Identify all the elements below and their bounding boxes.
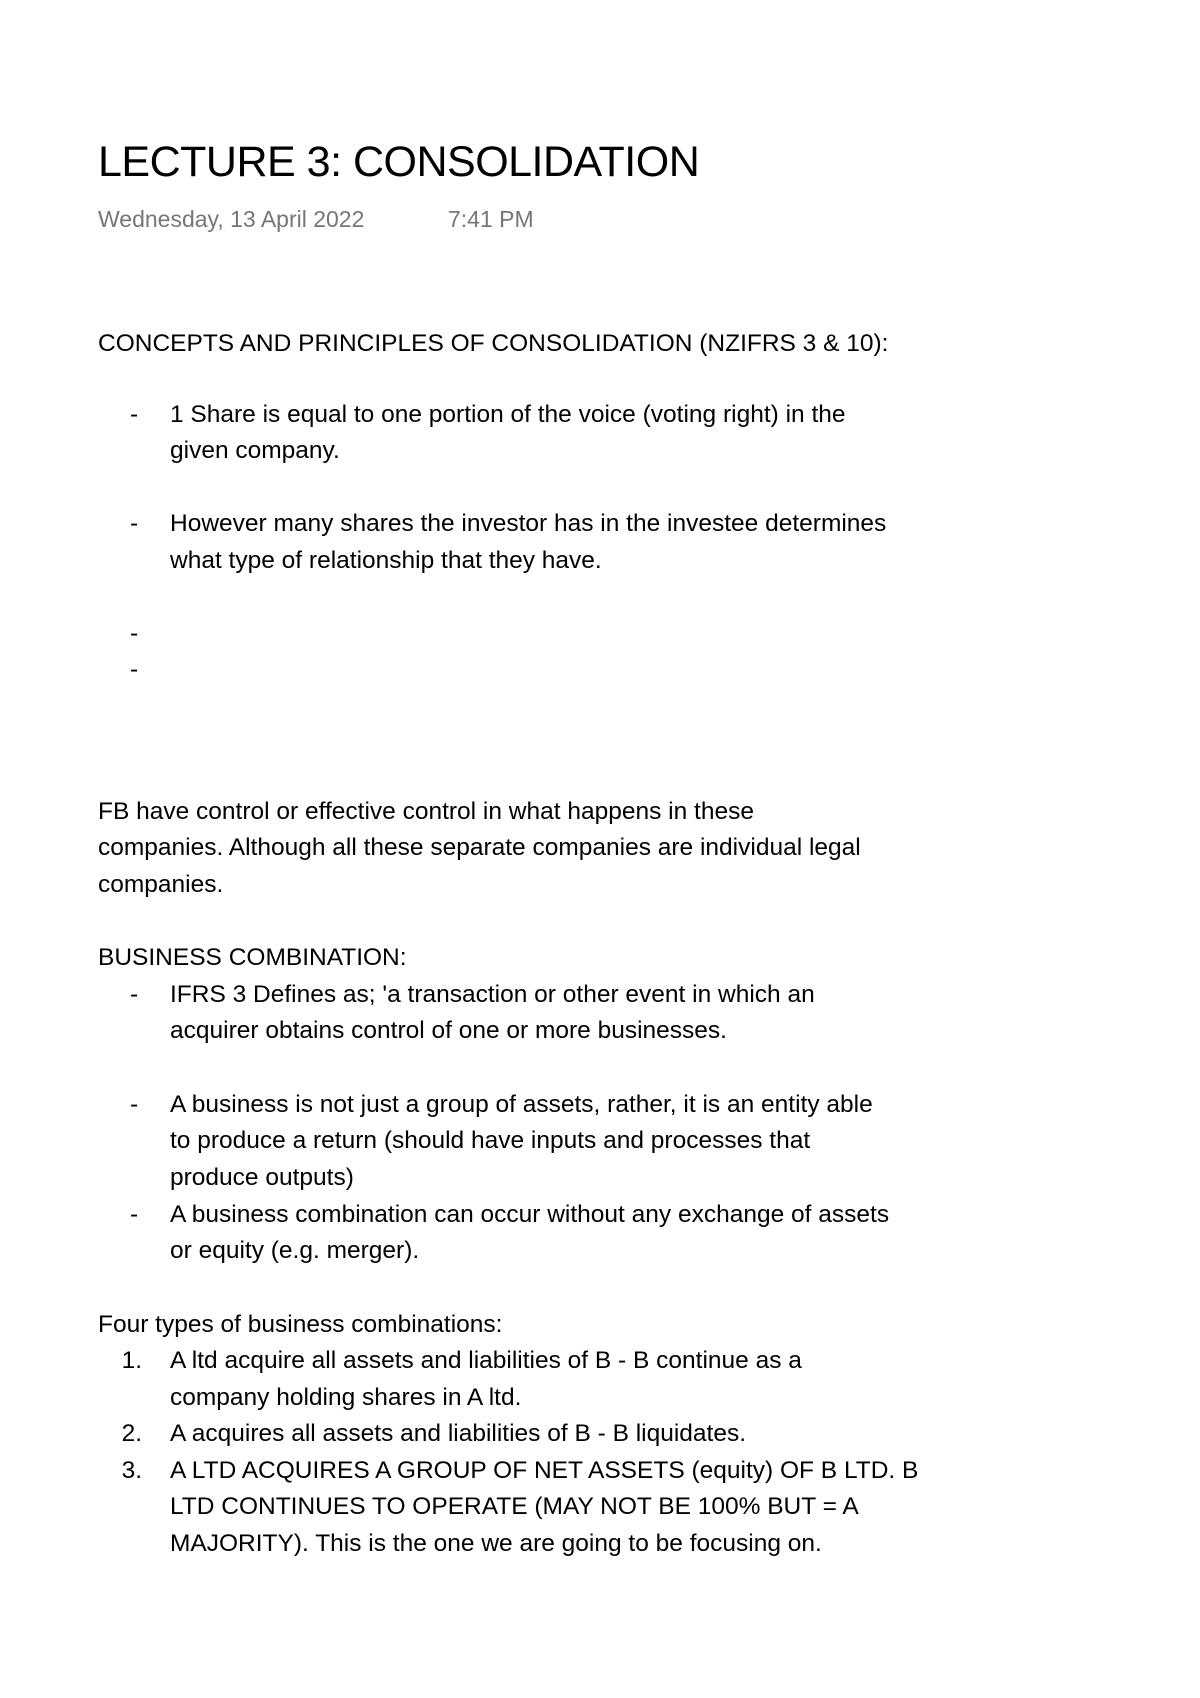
bullet-text: produce outputs)	[170, 1164, 354, 1191]
bullet-text: However many shares the investor has in the investee determines	[170, 510, 887, 537]
paragraph-line: companies. Although all these separate companies are individual legal	[98, 834, 861, 861]
bullet-text: 1 Share is equal to one portion of the voice (voting right) in the	[170, 401, 846, 428]
list-item-text: A LTD ACQUIRES A GROUP OF NET ASSETS (equity) OF B LTD. B	[170, 1457, 919, 1484]
list-item-text: A ltd acquire all assets and liabilities of B - B continue as a	[170, 1347, 802, 1374]
empty-bullet-marker: -	[130, 620, 139, 647]
bullet-marker: -	[130, 1091, 139, 1118]
bullet-marker: -	[130, 1201, 139, 1228]
list-number: 1.	[121, 1347, 142, 1374]
bullet-text: what type of relationship that they have.	[170, 547, 602, 574]
bullet-text: given company.	[170, 437, 340, 464]
bullet-text: IFRS 3 Defines as; 'a transaction or other event in which an	[170, 981, 815, 1008]
empty-bullet-marker: -	[130, 656, 139, 683]
list-number: 2.	[121, 1420, 142, 1447]
bullet-text: to produce a return (should have inputs and processes that	[170, 1127, 811, 1154]
list-number: 3.	[121, 1457, 142, 1484]
section-heading-four-types: Four types of business combinations:	[98, 1311, 503, 1338]
bullet-text: or equity (e.g. merger).	[170, 1237, 420, 1264]
bullet-text: A business is not just a group of assets, rather, it is an entity able	[170, 1091, 873, 1118]
bullet-text: acquirer obtains control of one or more businesses.	[170, 1017, 727, 1044]
page-title: LECTURE 3: CONSOLIDATION	[98, 138, 700, 186]
bullet-marker: -	[130, 981, 139, 1008]
bullet-marker: -	[130, 401, 139, 428]
bullet-text: A business combination can occur without any exchange of assets	[170, 1201, 890, 1228]
list-item-text: A acquires all assets and liabilities of B - B liquidates.	[170, 1420, 747, 1447]
page-time: 7:41 PM	[448, 206, 534, 232]
paragraph-line: companies.	[98, 871, 224, 898]
bullet-marker: -	[130, 510, 139, 537]
list-item-text: LTD CONTINUES TO OPERATE (MAY NOT BE 100% BUT = A	[170, 1493, 859, 1520]
list-item-text: MAJORITY). This is the one we are going to be focusing on.	[170, 1530, 822, 1557]
section-heading-business-combination: BUSINESS COMBINATION:	[98, 944, 407, 971]
paragraph-line: FB have control or effective control in what happens in these	[98, 798, 754, 825]
page-date: Wednesday, 13 April 2022	[98, 206, 365, 232]
list-item-text: company holding shares in A ltd.	[170, 1384, 522, 1411]
section-heading-concepts: CONCEPTS AND PRINCIPLES OF CONSOLIDATION (NZIFRS 3 & 10):	[98, 330, 889, 357]
